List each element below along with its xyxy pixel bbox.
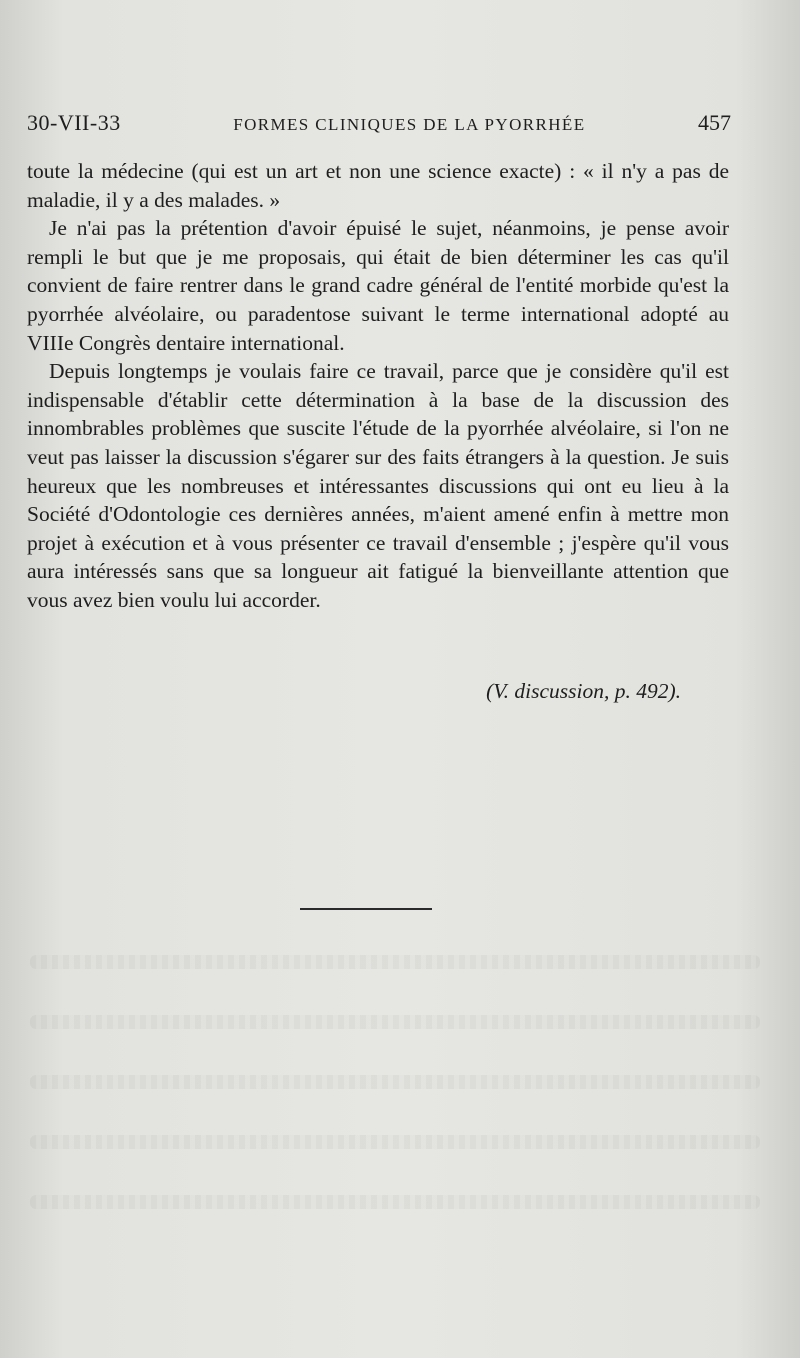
show-through-texture xyxy=(30,955,760,969)
show-through-texture xyxy=(30,1195,760,1209)
running-title: FORMES CLINIQUES DE LA PYORRHÉE xyxy=(233,115,586,134)
paragraph: Depuis longtemps je voulais faire ce travail, parce que je considère qu'il est indispensable d'établir cette détermination à la base de la discussion des innombrables problèmes que suscite l'étude de la pyorrhée alvéolaire, si l'on ne veut pas laisser la discussion s'égarer sur des faits étrangers à la question. Je suis heureux que les nombreuses et intéressantes discussions qui ont eu lieu à la Société d'Odontologie ces dernières années, m'aient amené enfin à mettre mon projet à exécution et à vous présenter ce travail d'ensemble ; j'espère qu'il vous aura intéressés sans que sa longueur ait fatigué la bienveillante attention que vous avez bien voulu lui accorder. xyxy=(27,359,729,612)
show-through-texture xyxy=(30,1015,760,1029)
show-through-texture xyxy=(30,1135,760,1149)
header-date: 30-VII-33 xyxy=(27,110,121,135)
body-text xyxy=(27,157,729,615)
paragraph-continuation: toute la médecine (qui est un art et non une science exacte) : « il n'y a pas de maladie, il y a des malades. » xyxy=(27,159,729,212)
discussion-reference: (V. discussion, p. 492). xyxy=(486,679,681,703)
paragraph: Je n'ai pas la prétention d'avoir épuisé le sujet, néanmoins, je pense avoir rempli le but que je me proposais, qui était de bien déterminer les cas qu'il convient de faire rentrer dans le grand cadre général de l'entité morbide qu'est la pyorrhée alvéolaire, ou paradentose suivant le terme international adopté au VIIIe Congrès dentaire international. xyxy=(27,216,729,355)
end-rule xyxy=(300,908,432,910)
running-header xyxy=(27,110,731,144)
show-through-texture xyxy=(30,1075,760,1089)
page-number: 457 xyxy=(698,110,731,135)
